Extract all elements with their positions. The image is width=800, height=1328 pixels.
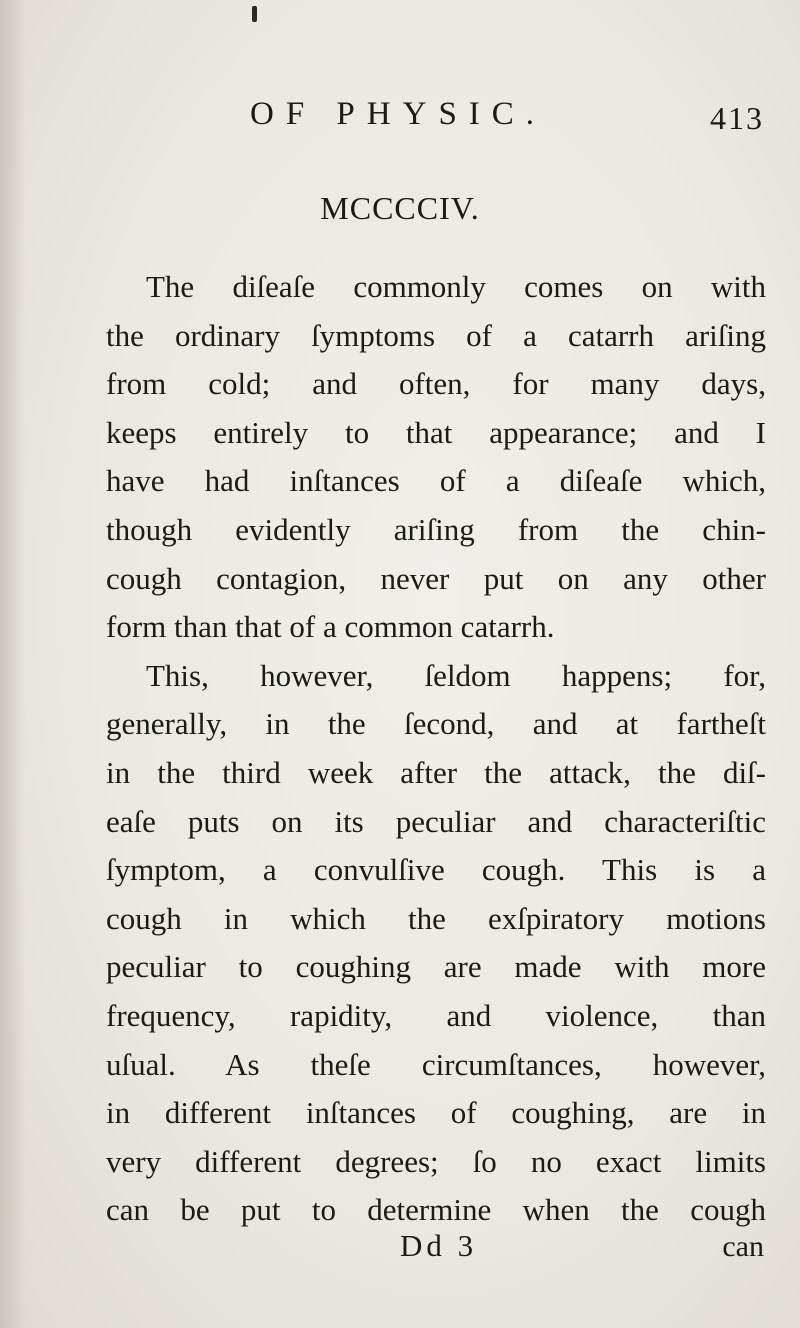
catchword: can [722, 1230, 764, 1263]
text-line: from cold; and often, for many days, [106, 366, 766, 402]
text-line: eaſe puts on its peculiar and characteriſtic [106, 803, 766, 839]
text-line: can be put to determine when the cough [106, 1192, 766, 1228]
text-line: though evidently ariſing from the chin- [106, 511, 766, 547]
text-line: have had inſtances of a diſeaſe which, [106, 463, 766, 499]
text-line: in the third week after the attack, the diſ- [106, 754, 766, 790]
page-footer [0, 1228, 800, 1278]
text-line: form than that of a common catarrh. [106, 609, 555, 645]
text-line: The diſeaſe commonly comes on with [146, 269, 766, 304]
running-head: OF PHYSIC. [250, 96, 547, 132]
text-line: cough contagion, never put on any other [106, 560, 766, 596]
text-line: This, however, ſeldom happens; for, [146, 657, 766, 693]
page-header [0, 96, 800, 146]
text-line: peculiar to coughing are made with more [106, 949, 766, 985]
text-line: uſual. As theſe circumſtances, however, [106, 1046, 766, 1082]
section-number: MCCCCIV. [320, 190, 480, 226]
text-line: ſymptom, a convulſive cough. This is a [106, 852, 766, 888]
signature-mark: Dd 3 [400, 1228, 478, 1263]
text-line: cough in which the exſpiratory motions [106, 900, 766, 936]
page-number: 413 [710, 100, 764, 136]
text-line: keeps entirely to that appearance; and I [106, 414, 766, 450]
text-line: the ordinary ſymptoms of a catarrh ariſing [106, 317, 766, 353]
body-text [106, 263, 766, 1235]
ink-speck [252, 6, 257, 22]
text-line: frequency, rapidity, and violence, than [106, 997, 766, 1033]
text-line: generally, in the ſecond, and at fartheſt [106, 706, 766, 742]
text-line: very different degrees; ſo no exact limits [106, 1143, 766, 1179]
text-line: in different inſtances of coughing, are in [106, 1095, 766, 1131]
